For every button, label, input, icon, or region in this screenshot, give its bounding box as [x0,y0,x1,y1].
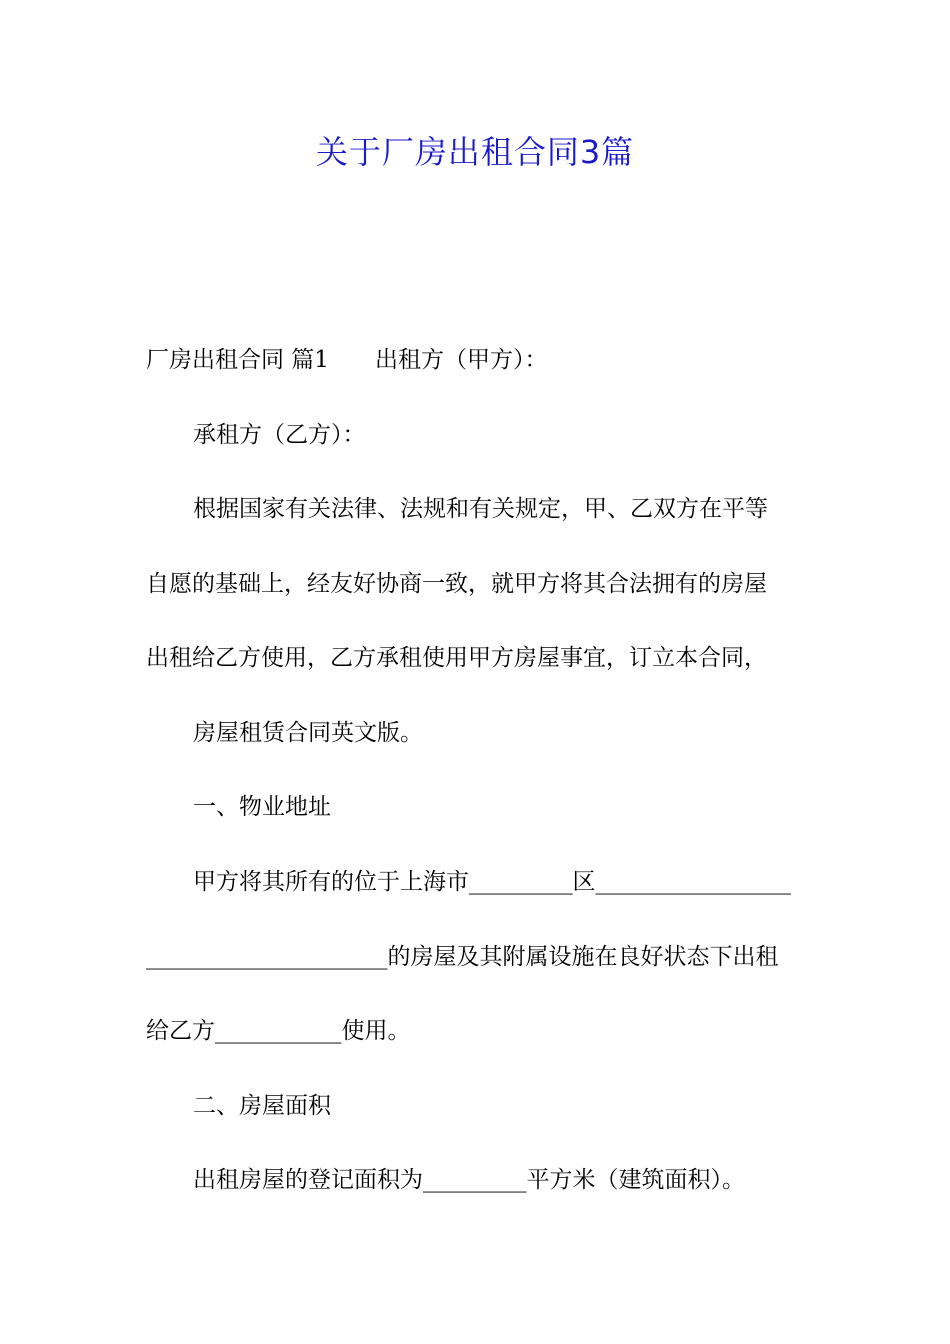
paragraph-line: _____________________的房屋及其附属设施在良好状态下出租 [146,944,779,970]
paragraph-line: 房屋租赁合同英文版。 [193,720,423,746]
paragraph-line: 给乙方___________使用。 [146,1018,411,1044]
section-heading: 厂房出租合同 篇1 [146,347,329,373]
paragraph-line: 甲方将其所有的位于上海市_________区_________________ [193,869,791,895]
paragraph-line: 出租给乙方使用，乙方承租使用甲方房屋事宜，订立本合同， [146,645,767,671]
paragraph-line: 出租房屋的登记面积为_________平方米（建筑面积）。 [193,1167,745,1193]
lessee-label: 承租方（乙方）： [193,422,366,448]
clause-heading-area: 二、房屋面积 [193,1093,331,1119]
paragraph-line: 自愿的基础上，经友好协商一致，就甲方将其合法拥有的房屋 [146,571,767,597]
lessor-label: 出租方（甲方）： [374,347,548,373]
section-heading-line [146,342,547,378]
clause-heading-address: 一、物业地址 [193,794,331,820]
paragraph-line: 根据国家有关法律、法规和有关规定，甲、乙双方在平等 [193,496,768,522]
document-title: 关于厂房出租合同3篇 [315,133,635,171]
